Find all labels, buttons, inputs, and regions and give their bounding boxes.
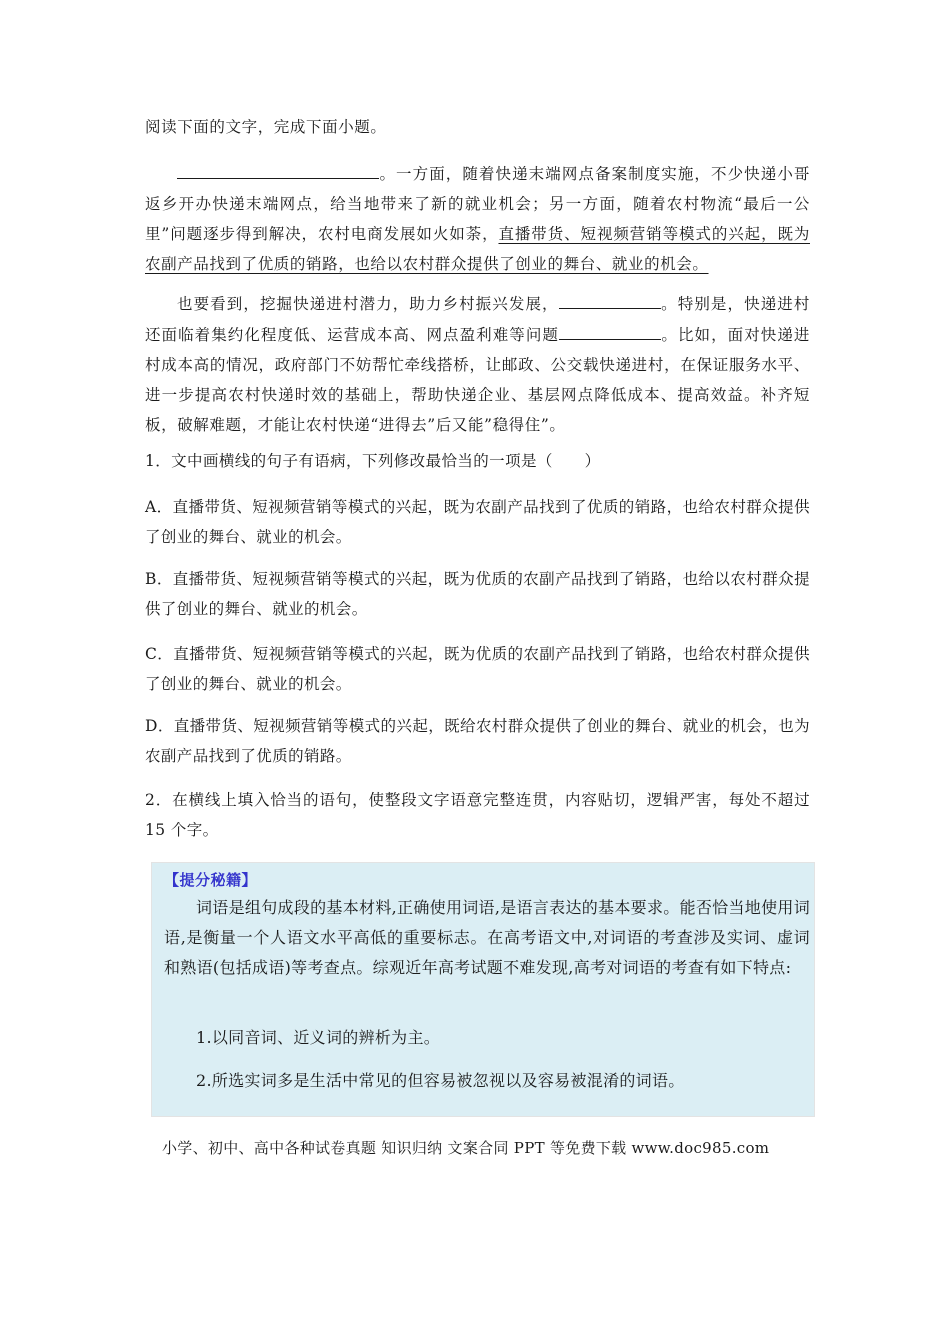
question-1-option-a[interactable]: A．直播带货、短视频营销等模式的兴起，既为农副产品找到了优质的销路，也给农村群众提供了创业的舞台、就业的机会。 [145,498,810,546]
tip-item-1: 1.以同音词、近义词的辨析为主。 [196,1028,441,1047]
fill-blank-3[interactable] [559,319,661,340]
tip-box [151,862,815,1117]
passage-p2-start: 也要看到，挖掘快递进村潜力，助力乡村振兴发展， [177,295,559,313]
question-1-option-b[interactable]: B．直播带货、短视频营销等模式的兴起，既为优质的农副产品找到了销路，也给以农村群众提供了创业的舞台、就业的机会。 [145,570,810,618]
fill-blank-2[interactable] [559,288,661,309]
passage-paragraph-1 [145,158,810,279]
instruction-text: 阅读下面的文字，完成下面小题。 [145,118,387,136]
passage-p1-text: 。一方面，随着快递末端网点备案制度实施，不少快递小哥返乡开办快递末端网点，给当地带来了新的就业机会；另一方面，随着农村物流“最后一公里”问题逐步得到解决，农村电商发展如火如荼， [145,165,810,243]
underlined-sentence: 直播带货、短视频营销等模式的兴起，既为农副产品找到了优质的销路，也给以农村群众提供了创业的舞台、就业的机会。 [145,225,810,273]
question-1-option-d[interactable]: D．直播带货、短视频营销等模式的兴起，既给农村群众提供了创业的舞台、就业的机会，也为农副产品找到了优质的销路。 [145,717,810,765]
tip-item-2: 2.所选实词多是生活中常见的但容易被忽视以及容易被混淆的词语。 [196,1071,685,1090]
tip-body: 词语是组句成段的基本材料,正确使用词语,是语言表达的基本要求。能否恰当地使用词语,是衡量一个人语文水平高低的重要标志。在高考语文中,对词语的考查涉及实词、虚词和熟语(包括成语)等考查点。综观近年高考试题不难发现,高考对词语的考查有如下特点: [164,898,810,977]
passage-p2-mid: 。特别是，快递进村还面临着集约化程度低、运营成本高、网点盈利难等问题 [145,295,810,344]
tip-title: 【提分秘籍】 [164,871,258,889]
question-1-stem: 1．文中画横线的句子有语病，下列修改最恰当的一项是（ ） [145,452,601,470]
passage-paragraph-2 [145,288,810,440]
fill-blank-1[interactable] [177,158,379,179]
question-1-option-c[interactable]: C．直播带货、短视频营销等模式的兴起，既为优质的农副产品找到了销路，也给农村群众提供了创业的舞台、就业的机会。 [145,645,810,693]
passage-p2-end: 。比如，面对快递进村成本高的情况，政府部门不妨帮忙牵线搭桥，让邮政、公交载快递进村，在保证服务水平、进一步提高农村快递时效的基础上，帮助快递企业、基层网点降低成本、提高效益。补齐短板，破解难题，才能让农村快递“进得去”后又能”稳得住”。 [145,326,810,434]
question-2-stem: 2．在横线上填入恰当的语句，使整段文字语意完整连贯，内容贴切，逻辑严害，每处不超过 15 个字。 [145,791,810,839]
footer-text: 小学、初中、高中各种试卷真题 知识归纳 文案合同 PPT 等免费下载 www.doc985.com [162,1139,770,1157]
